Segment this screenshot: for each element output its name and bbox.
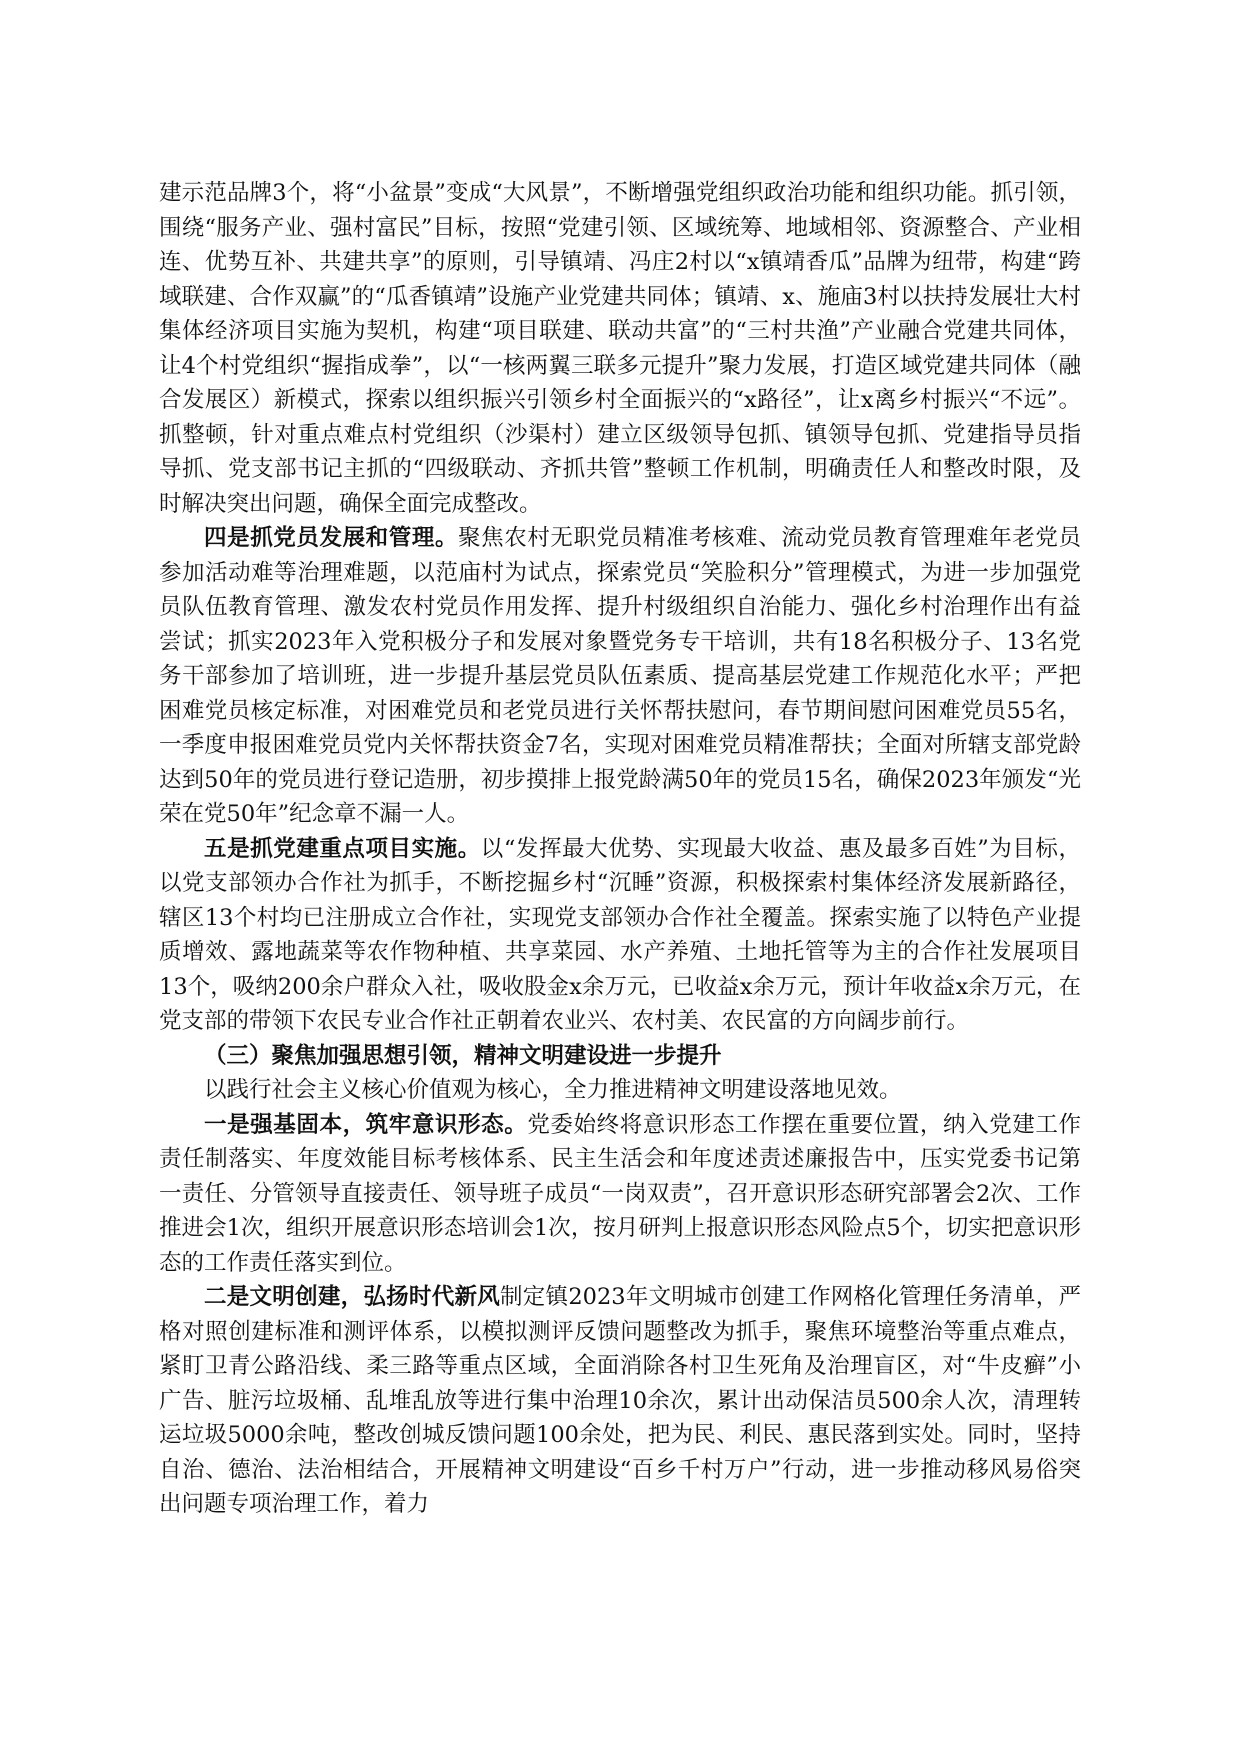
paragraph-2-text: 聚焦农村无职党员精准考核难、流动党员教育管理难年老党员参加活动难等治理难题，以范庙村为试点，探索党员“笑脸积分”管理模式，为进一步加强党员队伍教育管理、激发农村党员作用发挥、提升村级组织自治能力、强化乡村治理作出有益尝试；抓实2023年入党积极分子和发展对象暨党务专干培训，共有18名积极分子、13名党务干部参加了培训班，进一步提升基层党员队伍素质、提高基层党建工作规范化水平；严把困难党员核定标准，对困难党员和老党员进行关怀帮扶慰问，春节期间慰问困难党员55名，一季度申报困难党员党内关怀帮扶资金7名，实现对困难党员精准帮扶；全面对所辖支部党龄达到50年的党员进行登记造册，初步摸排上报党龄满50年的党员15名，确保2023年颁发“光荣在党50年”纪念章不漏一人。	[159, 525, 1081, 827]
paragraph-5	[159, 1108, 1081, 1281]
paragraph-4	[159, 1073, 1081, 1108]
paragraph-1	[159, 176, 1081, 521]
section-heading: （三）聚焦加强思想引领，精神文明建设进一步提升	[204, 1042, 722, 1069]
paragraph-3	[159, 832, 1081, 1039]
document-page	[159, 176, 1081, 1522]
paragraph-6-lead: 二是文明创建，弘扬时代新风	[204, 1284, 501, 1310]
paragraph-1-text: 建示范品牌3个，将“小盆景”变成“大风景”，不断增强党组织政治功能和组织功能。抓引领，围绕“服务产业、强村富民”目标，按照“党建引领、区域统筹、地域相邻、资源整合、产业相连、优势互补、共建共享”的原则，引导镇靖、冯庄2村以“x镇靖香瓜”品牌为纽带，构建“跨域联建、合作双赢”的“瓜香镇靖”设施产业党建共同体；镇靖、x、施庙3村以扶持发展壮大村集体经济项目实施为契机，构建“项目联建、联动共富”的“三村共渔”产业融合党建共同体，让4个村党组织“握指成拳”，以“一核两翼三联多元提升”聚力发展，打造区域党建共同体（融合发展区）新模式，探索以组织振兴引领乡村全面振兴的“x路径”，让x离乡村振兴“不远”。抓整顿，针对重点难点村党组织（沙渠村）建立区级领导包抓、镇领导包抓、党建指导员指导抓、党支部书记主抓的“四级联动、齐抓共管”整顿工作机制，明确责任人和整改时限，及时解决突出问题，确保全面完成整改。	[159, 180, 1081, 517]
paragraph-6	[159, 1280, 1081, 1522]
paragraph-5-lead: 一是强基固本，筑牢意识形态。	[204, 1111, 528, 1138]
paragraph-5-text: 党委始终将意识形态工作摆在重要位置，纳入党建工作责任制落实、年度效能目标考核体系、民主生活会和年度述责述廉报告中，压实党委书记第一责任、分管领导直接责任、领导班子成员“一岗双责”，召开意识形态研究部署会2次、工作推进会1次，组织开展意识形态培训会1次，按月研判上报意识形态风险点5个，切实把意识形态的工作责任落实到位。	[159, 1111, 1081, 1276]
paragraph-4-text: 以践行社会主义核心价值观为核心，全力推进精神文明建设落地见效。	[204, 1077, 902, 1103]
paragraph-2-lead: 四是抓党员发展和管理。	[204, 525, 459, 551]
paragraph-2	[159, 521, 1081, 832]
paragraph-3-lead: 五是抓党建重点项目实施。	[204, 835, 481, 862]
paragraph-6-text: 制定镇2023年文明城市创建工作网格化管理任务清单，严格对照创建标准和测评体系，以模拟测评反馈问题整改为抓手，聚焦环境整治等重点难点，紧盯卫青公路沿线、柔三路等重点区域，全面消除各村卫生死角及治理盲区，对“牛皮癣”小广告、脏污垃圾桶、乱堆乱放等进行集中治理10余次，累计出动保洁员500余人次，清理转运垃圾5000余吨，整改创城反馈问题100余处，把为民、利民、惠民落到实处。同时，坚持自治、德治、法治相结合，开展精神文明建设“百乡千村万户”行动，进一步推动移风易俗突出问题专项治理工作，着力	[159, 1284, 1081, 1517]
paragraph-3-text: 以“发挥最大优势、实现最大收益、惠及最多百姓”为目标，以党支部领办合作社为抓手，不断挖掘乡村“沉睡”资源，积极探索村集体经济发展新路径，辖区13个村均已注册成立合作社，实现党支部领办合作社全覆盖。探索实施了以特色产业提质增效、露地蔬菜等农作物种植、共享菜园、水产养殖、土地托管等为主的合作社发展项目13个，吸纳200余户群众入社，吸收股金x余万元，已收益x余万元，预计年收益x余万元，在党支部的带领下农民专业合作社正朝着农业兴、农村美、农民富的方向阔步前行。	[159, 835, 1081, 1034]
